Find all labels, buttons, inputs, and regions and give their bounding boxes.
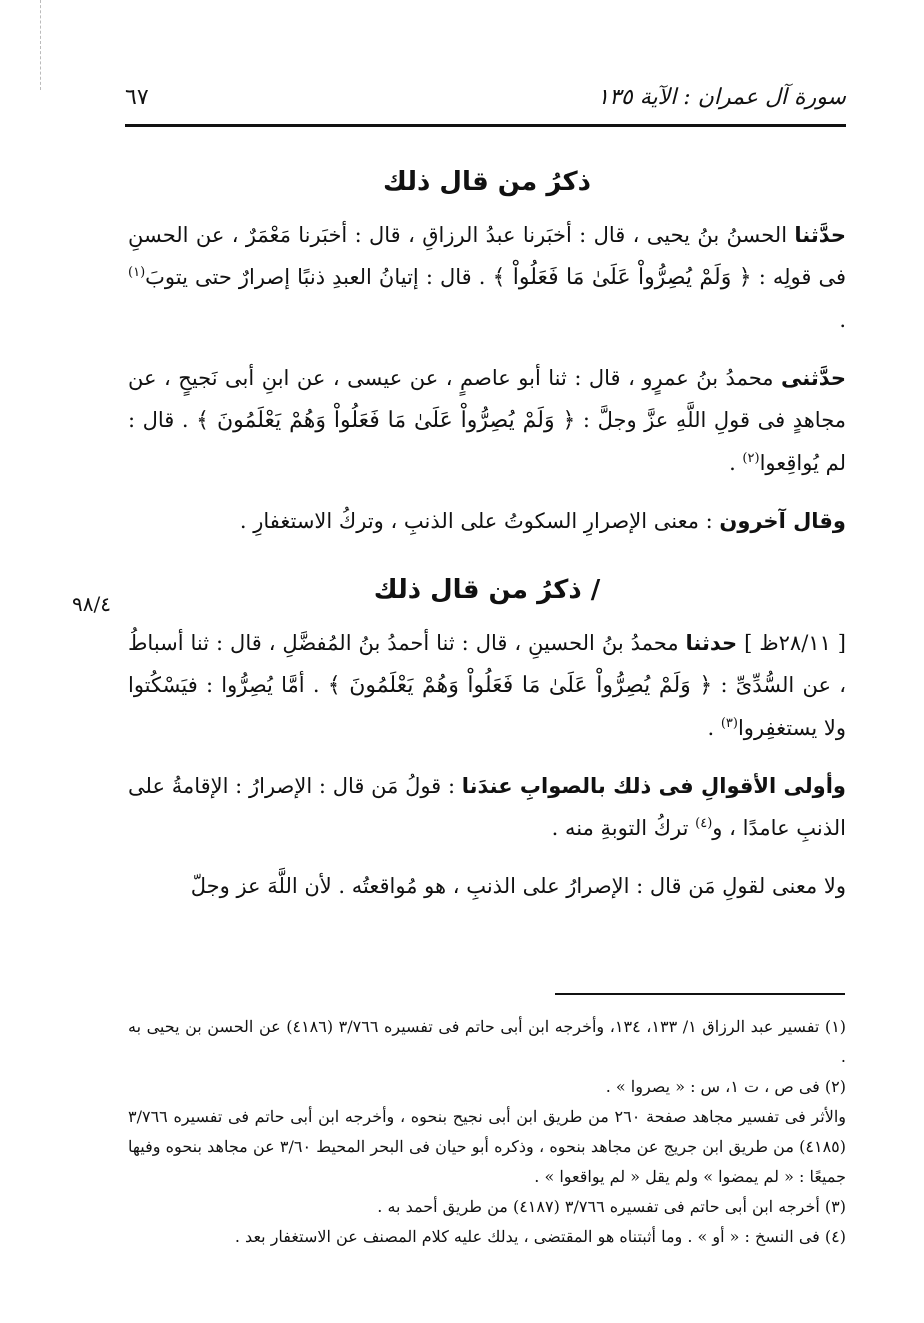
paragraph-text: ولا معنى لقولِ مَن قال : الإصرارُ على الذنبِ ، هو مُواقعتُه . لأن اللَّهَ عز وجلّ [190,874,846,898]
paragraph-lead: حدَّثنا [794,223,846,247]
running-title: سورة آل عمران : الآية ١٣٥ [597,84,846,110]
paragraph-end: . [707,716,721,740]
main-text [128,150,846,907]
paragraph-text: محمدُ بنُ عمرٍو ، قال : ثنا أبو عاصمٍ ، عن عيسى ، عن ابنِ أبى نَجيحٍ ، عن مجاهدٍ فى قولِ اللَّهِ عزَّ وجلَّ : [128,366,846,432]
footnote-marker[interactable]: (١) [128,265,146,280]
paragraph-text: : معنى الإصرارِ السكوتُ على الذنبِ ، وتركُ الاستغفارِ . [239,509,713,533]
paragraph-4 [128,622,846,749]
footnote-3: (٣) أخرجه ابن أبى حاتم فى تفسيره ٣/٧٦٦ (٤١٨٧) من طريق أحمد به . [377,1197,846,1216]
footnotes [128,1012,846,1252]
paragraph-text: : قولُ مَن قال : الإصرارُ : الإقامةُ على الذنبِ عامدًا ، و [128,774,846,840]
footnote-marker[interactable]: (٢) [742,451,760,466]
paragraph-lead: وقال آخرون [719,509,846,533]
footnote-marker[interactable]: (٤) [695,816,713,831]
section-heading: / ذكرُ من قال ذلك [373,575,601,605]
paragraph-lead: وأولى الأقوالِ فى ذلك بالصوابِ عندَنا [461,774,846,798]
paragraph-1 [128,214,846,341]
footnote-1: (١) تفسير عبد الرزاق ١/ ١٣٣، ١٣٤، وأخرجه ابن أبى حاتم فى تفسيره ٣/٧٦٦ (٤١٨٦) عن الحسن بن يحيى به . [128,1017,847,1066]
quran-quote: ﴿ وَلَمْ يُصِرُّواْ عَلَىٰ مَا فَعَلُواْ ﴾ [492,265,752,290]
paragraph-lead: حدَّثنى [781,366,846,390]
paragraph-lead: حدثنا [685,631,738,655]
scan-edge-marks [40,0,51,90]
quran-quote: ﴿ وَلَمْ يُصِرُّواْ عَلَىٰ مَا فَعَلُواْ وَهُمْ يَعْلَمُونَ ﴾ [327,673,713,698]
paragraph-text: محمدُ بنُ الحسينِ ، قال : ثنا أحمدُ بنُ المُفضَّلِ ، قال : ثنا أسباطُ ، عن السُّدِّىِّ : [128,631,846,697]
paragraph-text: . قال : إتيانُ العبدِ ذنبًا إصرارٌ حتى يتوبَ [145,265,486,289]
quran-quote: ﴿ وَلَمْ يُصِرُّواْ عَلَىٰ مَا فَعَلُواْ وَهُمْ يَعْلَمُونَ ﴾ [196,408,576,433]
paragraph-2 [128,357,846,484]
footnote-2-continued: والأثر فى تفسير مجاهد صفحة ٢٦٠ من طريق ابن أبى نجيح بنحوه ، وأخرجه ابن أبى حاتم فى تفسيره ٣/٧٦٦ (٤١٨٥) من طريق ابن جريج عن مجاهد بنحوه ، وذكره أبو حيان فى البحر المحيط ٣/٦٠ عن مجاهد بنحوه وفيها جميعًا : « لم يمضوا » ولم يقل « لم يواقعوا » . [128,1107,846,1186]
page-number: ٦٧ [125,84,149,110]
paragraph-5 [128,765,846,849]
paragraph-text: تركُ التوبةِ منه . [551,816,696,840]
footnote-2: (٢) فى ص ، ت ١، س : « يصروا » . [605,1077,846,1096]
paragraph-text: . أمَّا يُصِرُّوا : فيَسْكُتوا ولا يستغفِروا [128,673,846,740]
footnote-4: (٤) فى النسخ : « أو » . وما أثبتناه هو المقتضى ، يدلك عليه كلام المصنف عن الاستغفار بعد . [234,1227,846,1246]
paragraph-end: . [729,451,743,475]
section-heading: ذكرُ من قال ذلك [383,167,591,197]
paragraph-text: الحسنُ بنُ يحيى ، قال : أخبَرنا عبدُ الرزاقِ ، قال : أخبَرنا مَعْمَرٌ ، عن الحسنِ فى قولِه : [128,223,846,289]
margin-volume-reference: ٩٨/٤ [72,592,111,616]
page-header [125,72,846,122]
header-rule [125,124,846,127]
paragraph-3 [128,500,846,542]
paragraph-text: . قال : لم يُواقِعوا [128,408,846,475]
manuscript-reference: [ ٢٨/١١ظ ] [744,631,846,655]
paragraph-end: . [839,308,846,332]
footnote-rule [555,993,845,995]
paragraph-6 [128,865,846,907]
footnote-marker[interactable]: (٣) [720,716,738,731]
